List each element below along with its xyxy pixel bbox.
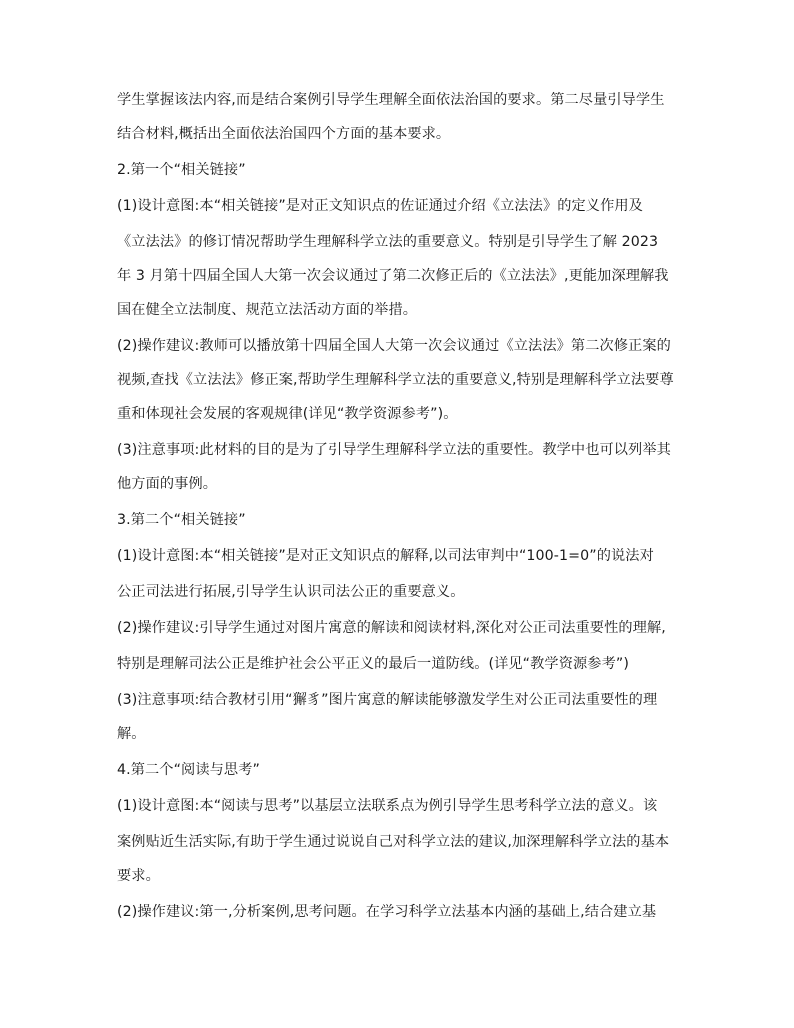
text-line: (3)注意事项:结合教材引用“獬豸”图片寓意的解读能够激发学生对公正司法重要性的理 <box>117 692 658 708</box>
text-line: 年 3 月第十四届全国人大第一次会议通过了第二次修正后的《立法法》,更能加深理解我 <box>117 268 669 284</box>
text-line: 他方面的事例。 <box>117 476 218 492</box>
text-line: 重和体现社会发展的客观规律(详见“教学资源参考”)。 <box>117 406 458 422</box>
text-line: 国在健全立法制度、规范立法活动方面的举措。 <box>117 302 418 318</box>
text-line: 解。 <box>117 726 146 742</box>
text-line: 结合材料,概括出全面依法治国四个方面的基本要求。 <box>117 126 451 142</box>
section-heading: 3.第二个“相关链接” <box>117 512 246 528</box>
text-line: 案例贴近生活实际,有助于学生通过说说自己对科学立法的建议,加深理解科学立法的基本 <box>117 834 670 850</box>
text-line: (1)设计意图:本“相关链接”是对正文知识点的佐证通过介绍《立法法》的定义作用及 <box>117 198 643 214</box>
section-heading: 2.第一个“相关链接” <box>117 162 246 178</box>
text-line: 视频,查找《立法法》修正案,帮助学生理解科学立法的重要意义,特别是理解科学立法要尊 <box>117 372 674 388</box>
text-line: (1)设计意图:本“相关链接”是对正文知识点的解释,以司法审判中“100-1=0”的说法对 <box>117 548 654 564</box>
section-heading: 4.第二个“阅读与思考” <box>117 762 260 778</box>
text-line: (3)注意事项:此材料的目的是为了引导学生理解科学立法的重要性。教学中也可以列举其 <box>117 442 671 458</box>
text-line: (2)操作建议:第一,分析案例,思考问题。在学习科学立法基本内涵的基础上,结合建立基 <box>117 904 657 920</box>
text-line: 学生掌握该法内容,而是结合案例引导学生理解全面依法治国的要求。第二尽量引导学生 <box>117 92 665 108</box>
document-body <box>117 90 681 922</box>
text-line: (2)操作建议:引导学生通过对图片寓意的解读和阅读材料,深化对公正司法重要性的理解, <box>117 620 666 636</box>
text-line: 要求。 <box>117 868 160 884</box>
text-line: 特别是理解司法公正是维护社会公平正义的最后一道防线。(详见“教学资源参考”) <box>117 656 629 672</box>
text-line: 《立法法》的修订情况帮助学生理解科学立法的重要意义。特别是引导学生了解 2023 <box>117 234 659 250</box>
text-line: (1)设计意图:本“阅读与思考”以基层立法联系点为例引导学生思考科学立法的意义。该 <box>117 798 658 814</box>
text-line: 公正司法进行拓展,引导学生认识司法公正的重要意义。 <box>117 584 465 600</box>
text-line: (2)操作建议:教师可以播放第十四届全国人大第一次会议通过《立法法》第二次修正案的 <box>117 338 671 354</box>
